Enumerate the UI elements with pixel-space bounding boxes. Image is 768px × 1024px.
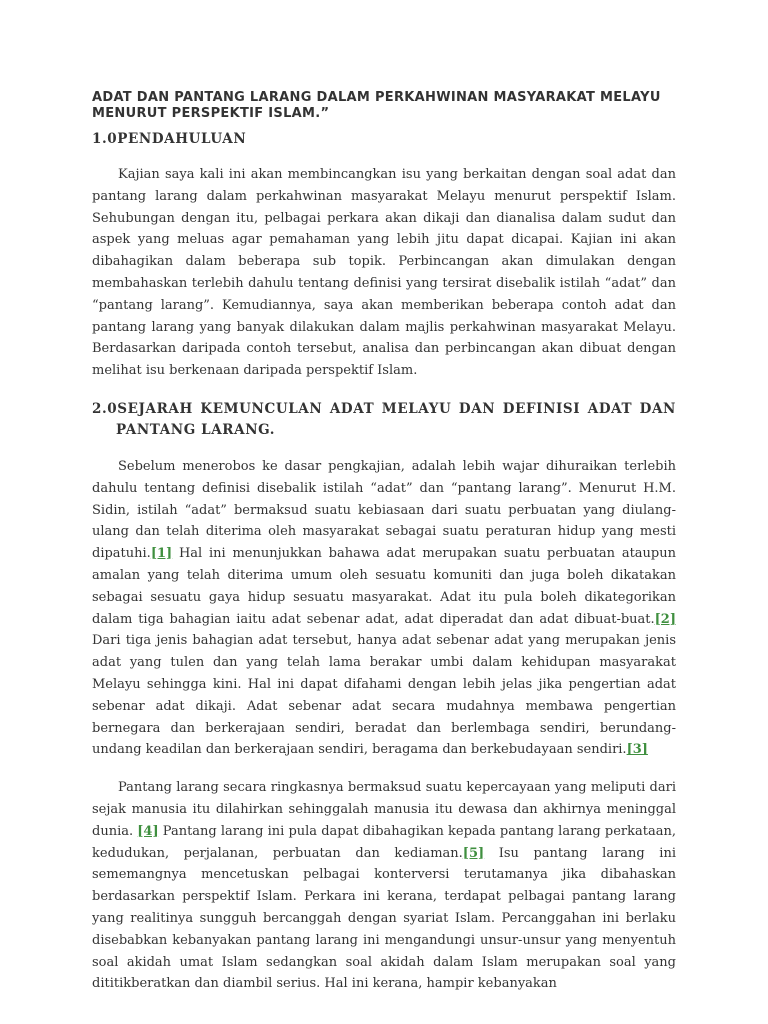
paragraph-text: Hal ini menunjukkan bahawa adat merupakan suatu perbuatan ataupun amalan yang telah diterima umum oleh sesuatu komuniti dan juga boleh dikatakan sebagai sesuatu gaya hidup sesuatu masyarakat. Adat itu pula boleh dikategorikan dalam tiga bahagian iaitu adat sebenar adat, adat diperadat dan adat dibuat-buat.: [92, 546, 676, 627]
section-1-paragraph: Kajian saya kali ini akan membincangkan isu yang berkaitan dengan soal adat dan pantang larang dalam perkahwinan masyarakat Melayu menurut perspektif Islam. Sehubungan dengan itu, pelbagai perkara akan dikaji dan dianalisa dalam sudut dan aspek yang meluas agar pemahaman yang lebih jitu dapat dicapai. Kajian ini akan dibahagikan dalam beberapa sub topik. Perbincangan akan dimulakan dengan membahaskan terlebih dahulu tentang definisi yang tersirat disebalik istilah “adat” dan “pantang larang”. Kemudiannya, saya akan memberikan beberapa contoh adat dan pantang larang yang banyak dilakukan dalam majlis perkahwinan masyarakat Melayu. Berdasarkan daripada contoh tersebut, analisa dan perbincangan akan dibuat dengan melihat isu berkenaan daripada perspektif Islam.: [92, 167, 676, 379]
footnote-link-4[interactable]: [4]: [137, 823, 159, 839]
section-2-heading: [92, 399, 676, 441]
paragraph-text: Isu pantang larang ini sememangnya mencetuskan pelbagai konterversi terutamanya jika dibahaskan berdasarkan perspektif Islam. Perkara ini kerana, terdapat pelbagai pantang larang yang realitinya sungguh bercanggah dengan syariat Islam. Percanggahan ini berlaku disebabkan kebanyakan pantang larang ini mengandungi unsur-unsur yang menyentuh soal akidah umat Islam sedangkan soal akidah dalam Islam merupakan soal yang dititikberatkan dan diambil serius. Hal ini kerana, hampir kebanyakan: [92, 845, 676, 992]
section-2-paragraph-1: [92, 456, 676, 761]
document-title: [92, 90, 676, 122]
footnote-link-2[interactable]: [2]: [654, 611, 676, 627]
section-1-heading: 1.0PENDAHULUAN: [92, 131, 247, 147]
title-line-2: MENURUT PERSPEKTIF ISLAM.”: [92, 106, 330, 121]
paragraph-text: Pantang larang secara ringkasnya bermaksud suatu kepercayaan yang meliputi dari sejak manusia itu dilahirkan sehinggalah manusia itu dewasa dan akhirnya meninggal dunia.: [92, 780, 676, 839]
paragraph-text: Pantang larang ini pula dapat dibahagikan kepada pantang larang perkataan, kedudukan, perjalanan, perbuatan dan kediaman.: [92, 823, 676, 861]
footnote-link-5[interactable]: [5]: [462, 845, 485, 861]
footnote-link-3[interactable]: [3]: [626, 742, 648, 758]
footnote-link-1[interactable]: [1]: [150, 546, 173, 562]
document-body: [92, 90, 676, 995]
title-line-1: ADAT DAN PANTANG LARANG DALAM PERKAHWINAN MASYARAKAT MELAYU: [92, 90, 661, 105]
section-2-heading-line-1: 2.0SEJARAH KEMUNCULAN ADAT MELAYU DAN DEFINISI ADAT DAN: [92, 400, 676, 417]
paragraph-text: Sebelum menerobos ke dasar pengkajian, adalah lebih wajar dihuraikan terlebih dahulu tentang definisi disebalik istilah “adat” dan “pantang larang”. Menurut H.M. Sidin, istilah “adat” bermaksud suatu kebiasaan dari suatu perbuatan yang diulang-ulang dan telah diterima oleh masyarakat sebagai suatu peraturan hidup yang mesti dipatuhi.: [92, 458, 676, 562]
section-2-heading-line-2: PANTANG LARANG.: [116, 421, 276, 438]
paragraph-text: Dari tiga jenis bahagian adat tersebut, hanya adat sebenar adat yang merupakan jenis adat yang tulen dan yang telah lama berakar umbi dalam kehidupan masyarakat Melayu sehingga kini. Hal ini dapat difahami dengan lebih jelas jika pengertian adat sebenar adat dikaji. Adat sebenar adat secara mudahnya membawa pengertian bernegara dan berkerajaan sendiri, beradat dan berlembaga sendiri, berundang-undang keadilan dan berkerajaan sendiri, beragama dan berkebudayaan sendiri.: [92, 633, 676, 758]
section-2-paragraph-2: [92, 777, 676, 995]
